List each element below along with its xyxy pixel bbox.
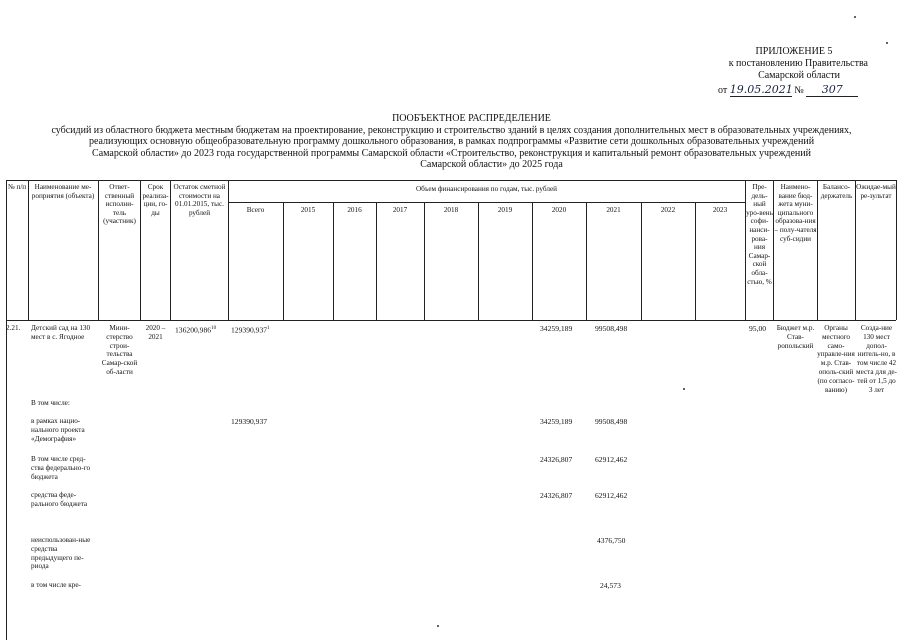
document-title	[0, 113, 903, 171]
row-balance	[175, 324, 230, 335]
subrow-2021: 24,573	[600, 581, 621, 590]
header-name: Наименование ме-роприятия (объекта)	[31, 183, 95, 200]
header-2023: 2023	[712, 206, 728, 214]
header-2017: 2017	[392, 206, 408, 214]
header-num: № п/п	[7, 183, 27, 191]
row-total-value: 129390,937	[231, 325, 268, 335]
subrow-2020: 34259,189	[540, 417, 573, 426]
header-holder: Балансо-держатель	[820, 183, 853, 200]
subrow-2021: 99508,498	[595, 417, 628, 426]
row-balance-footnote: 10	[211, 326, 217, 331]
header-limit: Пре-дель-ный уро-вень софи-нанси-рова-ния Самар-ской обла-стью, %	[746, 183, 773, 286]
appendix-block	[680, 46, 868, 82]
row-2020: 34259,189	[540, 324, 573, 333]
header-recipient: Наимено-вание бюд-жета муни-ципального образова-ния – полу-чателя суб-сидии	[774, 183, 817, 243]
subrow-label: средства феде-рального бюджета	[31, 491, 88, 508]
subrow-label: неиспользован-ные средства предыдущего пе-риода	[31, 536, 91, 571]
header-2019: 2019	[497, 206, 513, 214]
scan-speck	[886, 42, 888, 44]
row-total-footnote: 1	[267, 326, 270, 331]
number-prefix: №	[794, 85, 804, 96]
row-result: Созда-ние 130 мест допол-нитель-но, в том числе 42 места для де-тей от 1,5 до 3 лет	[856, 324, 897, 394]
subrow-2020: 24326,807	[540, 491, 573, 500]
subrow-2020: 24326,807	[540, 455, 573, 464]
subrow-label: в рамках нацио-нального проекта «Демография»	[31, 417, 85, 443]
scan-speck	[854, 16, 856, 18]
row-name: Детский сад на 130 мест в с. Ягодное	[31, 324, 91, 341]
header-2022: 2022	[660, 206, 676, 214]
header-2018: 2018	[443, 206, 459, 214]
date-prefix: от	[718, 85, 728, 96]
number-value: 307	[806, 83, 858, 97]
header-period: Срок реализа-ции, го-ды	[142, 183, 169, 217]
appendix-title: ПРИЛОЖЕНИЕ 5	[755, 46, 833, 57]
scan-speck	[683, 388, 685, 390]
row-executor: Мини-стерство строи-тельства Самар-ской об-ласти	[101, 324, 138, 376]
appendix-region: Самарской области	[758, 70, 840, 81]
header-2020: 2020	[551, 206, 567, 214]
title-line-2: реализующих основную общеобразовательную программу дошкольного образования, в рамках подпрограммы «Развитие сети дошкольных образовательных учреждений	[88, 136, 815, 147]
header-balance: Остаток сметной стоимости на 01.01.2015, тыс. рублей	[173, 183, 226, 217]
appendix-decree: к постановлению Правительства	[728, 58, 868, 69]
row-num: 2.21.	[6, 324, 21, 332]
header-2015: 2015	[300, 206, 316, 214]
title-line-1: субсидий из областного бюджета местным бюджетам на проектирование, реконструкцию и строительство зданий в целях создания дополнительных мест в образовательных учреждениях,	[51, 124, 852, 136]
row-recipient: Бюджет м.р. Став-ропольский	[776, 324, 815, 350]
row-period: 2020 – 2021	[145, 324, 166, 341]
header-result: Ожидае-мый ре-зультат	[856, 183, 896, 200]
row-limit: 95,00	[749, 324, 767, 333]
header-funding-group: Объем финансирования по годам, тыс. рублей	[415, 185, 558, 193]
header-total: Всего	[246, 206, 265, 214]
row-holder: Органы местного само-управле-ния м.р. Став-ополь-ский (по согласо-ванию)	[817, 324, 855, 394]
title-line-4: Самарской области» до 2025 года	[420, 159, 563, 170]
title-line-3: Самарской области» до 2023 года государственной программы Самарской области «Строительство, реконструкция и капитальный ремонт образовательных учреждений	[92, 147, 811, 159]
subrow-2021: 4376,750	[597, 536, 626, 545]
row-balance-value: 136200,986	[175, 325, 212, 335]
appendix-date-line	[718, 83, 873, 97]
subrow-2021: 62912,462	[595, 455, 628, 464]
subrow-label: В том числе сред-ства федерально-го бюджета	[31, 455, 91, 481]
subrow-label: В том числе:	[31, 399, 70, 407]
header-2021: 2021	[606, 206, 621, 214]
row-2021: 99508,498	[595, 324, 628, 333]
title-main: ПООБЪЕКТНОЕ РАСПРЕДЕЛЕНИЕ	[392, 113, 551, 124]
row-total	[231, 324, 283, 335]
header-2016: 2016	[347, 206, 362, 214]
subrow-label: в том числе кре-	[31, 581, 81, 589]
subrow-2021: 62912,462	[595, 491, 628, 500]
scan-speck	[437, 625, 439, 627]
date-value: 19.05.2021	[729, 83, 793, 96]
header-executor: Ответ-ственный исполни-тель (участник)	[103, 183, 136, 226]
subrow-total: 129390,937	[231, 417, 268, 426]
